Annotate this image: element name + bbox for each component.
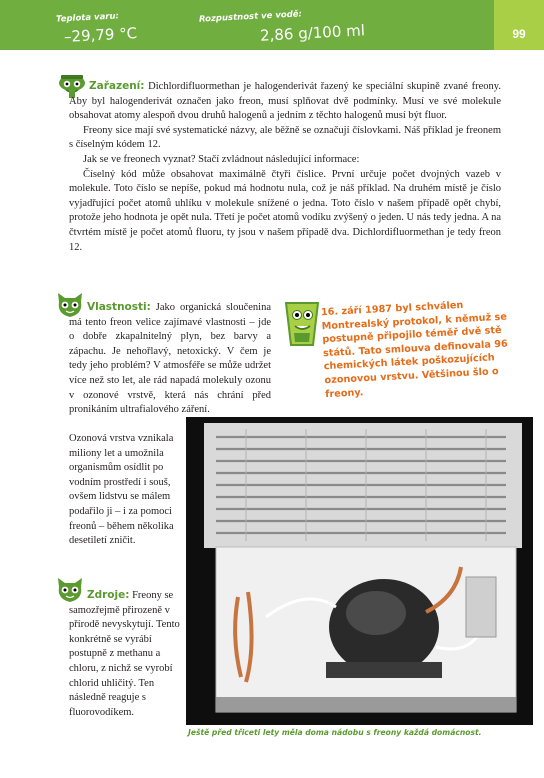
- properties-heading: Vlastnosti:: [87, 301, 151, 313]
- refrigerator-compressor-photo: [186, 417, 533, 725]
- page-number: 99: [512, 27, 526, 41]
- properties-section: [69, 300, 271, 418]
- properties-p1: Jako organická sloučenina má tento freon velice zajímavé vlastnosti – jde o dobře zkapalnitelný plyn, bez barvy a zápachu. Je nehořlavý, netoxický. V čem je tedy jeho problém? V atmosféře se může udržet více než sto let, ale rád napadá molekuly ozonu v ozonové vrstvě, která nás chrání před pronikáním ultrafialového záření.: [69, 302, 271, 416]
- classification-p2: Freony sice mají své systematické názvy, ale běžně se označují číslovkami. Náš příklad je freonem s číselným kódem 12.: [69, 124, 501, 151]
- solubility-label: Rozpustnost ve vodě:: [198, 9, 303, 25]
- classification-heading: Zařazení:: [89, 80, 145, 92]
- boiling-point-value: –29,79 °C: [63, 24, 138, 46]
- page-number-box: [494, 0, 544, 50]
- boiling-point-label: Teplota varu:: [55, 11, 120, 25]
- photo-caption: Ještě před třiceti lety měla doma nádobu s freony každá domácnost.: [188, 728, 482, 737]
- properties-p2: Ozonová vrstva vznikala miliony let a umožnila organismům osídlit po vodním prostředí i souš, ovšem lidstvu se málem podařilo ji – i za pomoci freonů – během několika desetiletí zničit.: [69, 433, 174, 547]
- cartoon-glass-icon: [282, 299, 322, 354]
- classification-p3: Jak se ve freonech vyznat? Stačí zvládnout následující informace:: [83, 153, 360, 165]
- solubility-value: 2,86 g/100 ml: [259, 21, 366, 45]
- sources-heading: Zdroje:: [87, 589, 130, 601]
- classification-p1: Dichlordifluormethan je halogenderivát řazený ke speciální skupině zvané freony. Aby byl halogenderivát označen jako freon, musí splňovat dvě podmínky. Musí ve své molekule obsahovat atomy alespoň dvou druhů halogenů a jedním z těchto halogenů musí být fluor.: [69, 81, 501, 122]
- classification-section: [69, 79, 501, 255]
- classification-p4: Číselný kód může obsahovat maximálně čtyři číslice. První určuje počet dvojných vazeb v molekule. Toto číslo se nepíše, pokud má hodnotu nula, což je náš příklad. Na druhém místě je číslo vyjadřující počet atomů uhlíku v molekule snížené o jedna. Toto číslo v našem případě opět chybí, protože jeho hodnota je opět nula. Třetí je počet atomů vodíku zvýšený o jeden. U nás tedy jedna. A na čtvrtém místě je počet atomů fluoru, ty jsou v našem případě dva. Dichlordifluormethan je tedy freon 12.: [69, 168, 501, 253]
- montreal-protocol-callout: 16. září 1987 byl schválen Montrealský protokol, k němuž se postupně připojilo téměř dvě stě států. Tato smlouva definovala 96 chemických látek poškozujících ozonovou vrstvu. Většinou šlo o freony.: [320, 299, 508, 400]
- properties-section-2: [69, 432, 182, 549]
- sources-p1: Freony se samozřejmě přirozeně v přírodě nevyskytují. Tento konkrétně se vyrábí postupně z methanu a chloru, z nichž se vyrobí chlorid uhličitý. Ten následně reaguje s fluorovodíkem.: [69, 590, 180, 718]
- sources-section: [69, 588, 180, 720]
